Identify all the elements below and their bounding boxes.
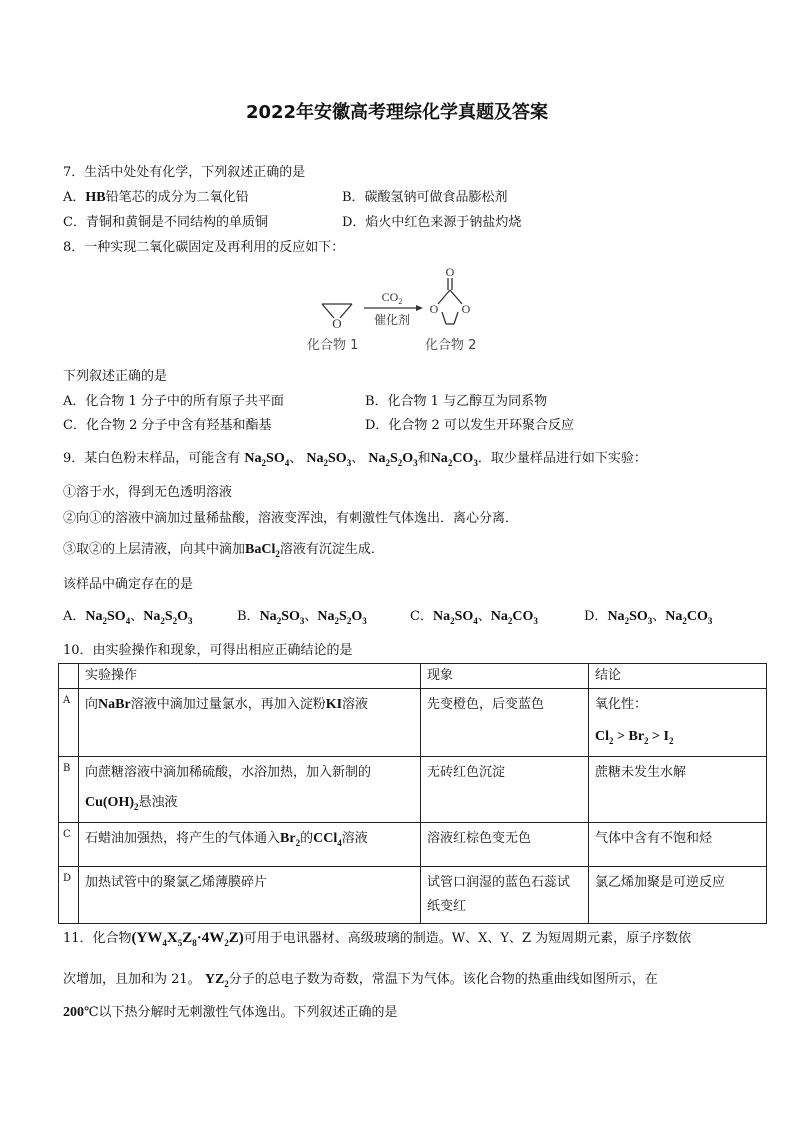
page-title: 2022年安徽高考理综化学真题及答案 (245, 102, 549, 123)
experiment-table (58, 663, 767, 924)
row-phenomenon: 先变橙色，后变蓝色 (421, 689, 589, 757)
row-operation: 向蔗糖溶液中滴加稀硫酸，水浴加热，加入新制的 $Cu(OH)_2$悬浊液 (79, 757, 421, 823)
q11-line-2: 次增加，且加和为 21。 $YZ_2$分子的总电子数为奇数，常温下为气体。该化合物的热重曲线如图所示，在 (63, 972, 658, 989)
row-conclusion: 气体中含有不饱和烃 (589, 823, 767, 867)
row-operation: 向NaBr溶液中滴加过量氯水，再加入淀粉KI溶液 (79, 689, 421, 757)
compound-2-label: 化合物 2 (425, 338, 477, 353)
q10-stem: 10．由实验操作和现象，可得出相应正确结论的是 (63, 643, 353, 658)
q9-and: 和 (417, 451, 431, 466)
row-phenomenon: 试管口润湿的蓝色石蕊试纸变红 (421, 867, 589, 924)
ring-oxygen-left: O (429, 302, 439, 316)
formula-compound: $(YW_4X_5Z_8\cdot 4W_2Z)$ (131, 930, 244, 948)
q9-option-a: A．$Na_2SO_4$、$Na_2S_2O_3$ (63, 609, 193, 626)
row-index: B (59, 757, 79, 823)
q8-stem: 8．一种实现二氧化碳固定及再利用的反应如下： (63, 240, 345, 255)
q7-option-d: D．焰火中红色来源于钠盐灼烧 (342, 215, 522, 230)
table-row (59, 823, 767, 867)
q9-sep: 、 (289, 451, 303, 466)
q9-step-2: ②向①的溶液中滴加过量稀盐酸，溶液变浑浊，有刺激性气体逸出．离心分离． (63, 511, 519, 526)
carbonyl-oxygen: O (445, 265, 455, 279)
row-index: A (59, 689, 79, 757)
row-conclusion: 蔗糖未发生水解 (589, 757, 767, 823)
q9-prompt: 该样品中确定存在的是 (63, 577, 194, 592)
q9-step-1: ①溶于水，得到无色透明溶液 (63, 485, 233, 500)
header-operation: 实验操作 (79, 664, 421, 689)
header-conclusion: 结论 (589, 664, 767, 689)
q11-stem: 11．化合物$(YW_4X_5Z_8\cdot 4W_2Z)$可用于电讯器材、高级玻璃的制造。W、X、Y、Z 为短周期元素，原子序数依 (63, 930, 692, 948)
q8-option-b: B．化合物 1 与乙醇互为同系物 (365, 394, 548, 409)
q11-line-3: 200℃以下热分解时无刺激性气体逸出。下列叙述正确的是 (63, 1005, 398, 1020)
formula-na2co3: $Na_2CO_3$ (430, 451, 478, 468)
formula-na2so4: $Na_2SO_4$ (244, 451, 290, 468)
row-phenomenon: 溶液红棕色变无色 (421, 823, 589, 867)
q8-option-a: A．化合物 1 分子中的所有原子共平面 (63, 394, 284, 409)
ring-oxygen-right: O (461, 302, 471, 316)
q9-stem-pre: 9．某白色粉末样品，可能含有 (63, 451, 241, 466)
reagent-label: $CO_2$ (381, 290, 403, 306)
q7-a-prefix: A． (63, 190, 86, 205)
q7-option-c: C．青铜和黄铜是不同结构的单质铜 (63, 215, 268, 230)
q9-option-b: B．$Na_2SO_3$、$Na_2S_2O_3$ (237, 609, 367, 626)
q9-option-c: C．$Na_2SO_4$、$Na_2CO_3$ (410, 609, 538, 626)
formula-yz2: $YZ_2$ (204, 972, 229, 989)
formula-na2s2o3: $Na_2S_2O_3$ (368, 451, 418, 468)
q9-option-d: D．$Na_2SO_3$、$Na_2CO_3$ (584, 609, 713, 626)
q7-a-formula: HB (85, 190, 106, 205)
compound-1-label: 化合物 1 (307, 338, 359, 353)
q8-prompt: 下列叙述正确的是 (63, 369, 168, 384)
formula-bacl2: BaCl$_2$ (245, 542, 280, 559)
q9-step-3: ③取②的上层清液，向其中滴加BaCl$_2$溶液有沉淀生成． (63, 542, 384, 559)
q9-stem (63, 450, 647, 468)
q8-option-c: C．化合物 2 分子中含有羟基和酯基 (63, 418, 272, 433)
table-row (59, 867, 767, 924)
row-index: D (59, 867, 79, 924)
row-conclusion: 氧化性： $Cl_2 > Br_2 > I_2$ (589, 689, 767, 757)
row-conclusion: 氯乙烯加聚是可逆反应 (589, 867, 767, 924)
table-header-row (59, 664, 767, 689)
q7-option-b: B．碳酸氢钠可做食品膨松剂 (342, 190, 508, 205)
q7-option-a (63, 189, 249, 207)
formula-na2so3: $Na_2SO_3$ (306, 451, 352, 468)
reaction-arrowhead (416, 305, 423, 311)
q9-stem-post: ．取少量样品进行如下实验： (477, 451, 647, 466)
table-row (59, 689, 767, 757)
cyclic-carbonate-structure (438, 278, 462, 324)
row-operation: 加热试管中的聚氯乙烯薄膜碎片 (79, 867, 421, 924)
epoxide-oxygen: O (332, 316, 342, 331)
row-operation: 石蜡油加强热，将产生的气体通入$Br_2$的CCl$_4$溶液 (79, 823, 421, 867)
row-index: C (59, 823, 79, 867)
header-phenomenon: 现象 (421, 664, 589, 689)
catalyst-label: 催化剂 (373, 313, 411, 327)
q9-options (63, 608, 193, 626)
q9-sep: 、 (351, 451, 365, 466)
table-row (59, 757, 767, 823)
row-phenomenon: 无砖红色沉淀 (421, 757, 589, 823)
q7-stem: 7．生活中处处有化学，下列叙述正确的是 (63, 165, 306, 180)
q8-option-d: D．化合物 2 可以发生开环聚合反应 (365, 418, 574, 433)
q7-a-text: 铅笔芯的成分为二氧化铅 (105, 190, 249, 205)
